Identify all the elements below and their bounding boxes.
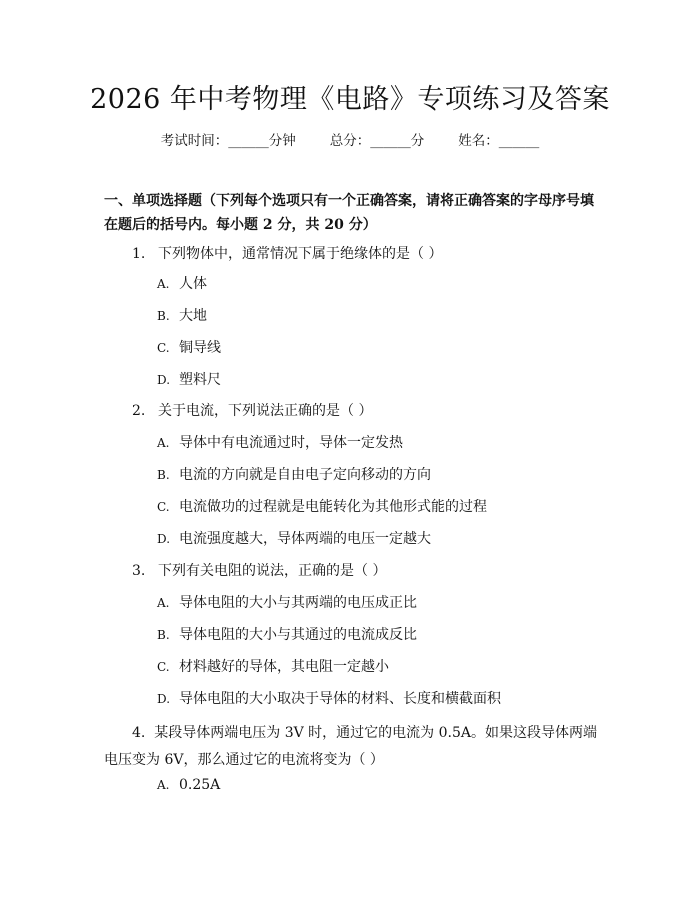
option-letter: B. — [157, 628, 170, 642]
option-letter: A. — [157, 277, 170, 291]
option-text: 铜导线 — [179, 340, 221, 356]
question-1 — [132, 244, 442, 264]
question-4 — [104, 720, 604, 774]
option-text: 电流做功的过程就是电能转化为其他形式能的过程 — [179, 499, 487, 515]
option-text: 导体电阻的大小与其通过的电流成反比 — [179, 627, 417, 643]
question-stem: 某段导体两端电压为 3V 时，通过它的电流为 0.5A。如果这段导体两端电压变为 6V，那么通过它的电流将变为（ ） — [104, 725, 598, 768]
question-4-option-a — [157, 775, 220, 795]
option-text: 导体中有电流通过时，导体一定发热 — [179, 435, 403, 451]
option-letter: C. — [157, 500, 170, 514]
option-text: 导体电阻的大小与其两端的电压成正比 — [179, 595, 417, 611]
question-3-option-a — [157, 593, 417, 613]
total-score-field: 总分：______分 — [329, 133, 425, 149]
option-letter: A. — [157, 436, 170, 450]
page-title: 2026 年中考物理《电路》专项练习及答案 — [90, 84, 610, 115]
question-1-option-c — [157, 338, 221, 358]
question-3-option-b — [157, 625, 417, 645]
question-1-option-a — [157, 274, 207, 294]
option-letter: B. — [157, 309, 170, 323]
question-1-option-d — [157, 370, 221, 390]
option-letter: C. — [157, 660, 170, 674]
option-letter: B. — [157, 468, 170, 482]
exam-info-line — [0, 131, 700, 151]
option-letter: A. — [157, 778, 170, 792]
question-2-option-a — [157, 433, 403, 453]
question-number: 4. — [132, 725, 146, 741]
option-text: 材料越好的导体，其电阻一定越小 — [179, 659, 389, 675]
option-letter: D. — [157, 373, 171, 387]
student-name-field: 姓名：______ — [458, 133, 540, 149]
exam-time-field: 考试时间：______分钟 — [160, 133, 296, 149]
option-text: 大地 — [179, 308, 207, 324]
question-3-option-c — [157, 657, 389, 677]
section-heading: 一、单项选择题（下列每个选项只有一个正确答案，请将正确答案的字母序号填在题后的括号内。每小题 2 分，共 20 分） — [104, 193, 594, 233]
question-number: 2. — [132, 403, 146, 419]
question-2-option-b — [157, 465, 431, 485]
question-1-option-b — [157, 306, 207, 326]
option-text: 电流强度越大，导体两端的电压一定越大 — [179, 531, 431, 547]
question-stem: 下列有关电阻的说法，正确的是（ ） — [158, 563, 387, 579]
option-text: 0.25A — [179, 777, 221, 793]
option-letter: C. — [157, 341, 170, 355]
option-letter: D. — [157, 692, 171, 706]
question-3 — [132, 561, 386, 581]
option-letter: D. — [157, 532, 171, 546]
question-2-option-c — [157, 497, 487, 517]
question-2 — [132, 401, 372, 421]
option-text: 导体电阻的大小取决于导体的材料、长度和横截面积 — [179, 691, 501, 707]
question-3-option-d — [157, 689, 501, 709]
option-letter: A. — [157, 596, 170, 610]
option-text: 人体 — [179, 276, 207, 292]
question-stem: 关于电流，下列说法正确的是（ ） — [158, 403, 373, 419]
question-stem: 下列物体中，通常情况下属于绝缘体的是（ ） — [158, 246, 443, 262]
option-text: 电流的方向就是自由电子定向移动的方向 — [179, 467, 431, 483]
question-number: 3. — [132, 563, 146, 579]
question-2-option-d — [157, 529, 431, 549]
option-text: 塑料尺 — [179, 372, 221, 388]
question-number: 1. — [132, 246, 146, 262]
